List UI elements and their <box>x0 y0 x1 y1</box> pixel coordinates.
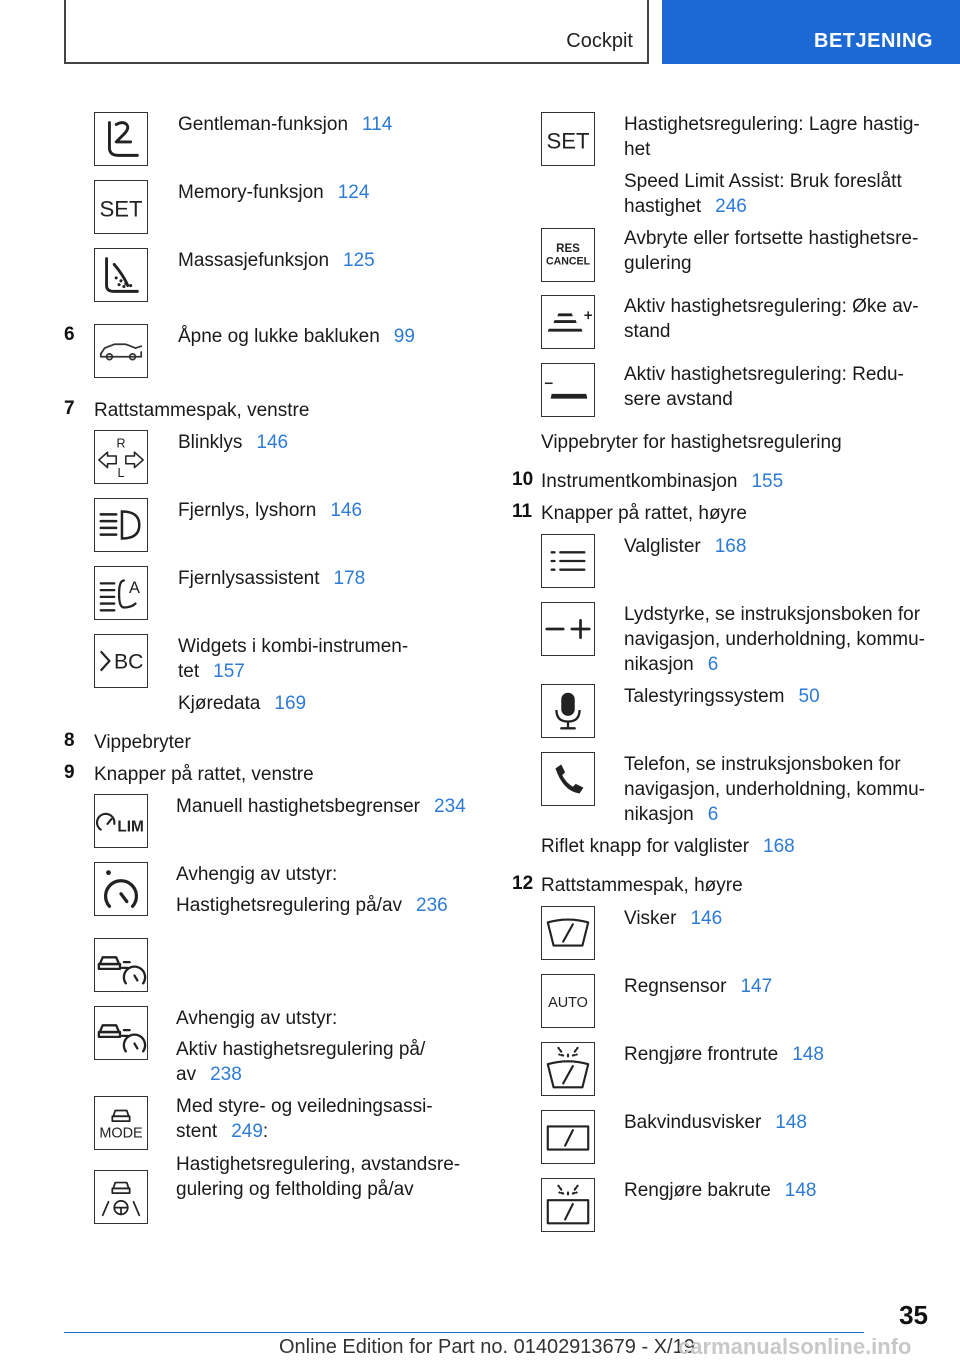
entry-label-line: Avhengig av utstyr: <box>176 1008 338 1029</box>
entry-frontrute <box>624 1042 824 1067</box>
entry-steer <box>176 1152 460 1202</box>
entry-volume <box>624 602 925 677</box>
seat-massage-icon <box>94 248 148 302</box>
entry-kjoredata <box>178 691 306 716</box>
page-link[interactable]: 125 <box>343 250 375 271</box>
high-beam-icon <box>94 498 148 552</box>
entry-label-line: het <box>624 139 651 160</box>
page-link[interactable]: 178 <box>333 568 366 589</box>
page-link[interactable]: 147 <box>740 976 773 997</box>
item-number-10: 10 <box>512 469 534 490</box>
icon-text: BC <box>113 650 144 674</box>
item-number-8: 8 <box>64 730 75 751</box>
item-number-7: 7 <box>64 398 75 419</box>
entry-label-line: Hastighetsregulering, avstandsre- <box>176 1154 461 1175</box>
entry-label: Gentleman-funksjon <box>178 114 349 135</box>
item-12-title: Rattstammespak, høyre <box>541 875 743 896</box>
item-7-title: Rattstammespak, venstre <box>94 400 310 421</box>
entry-suffix: : <box>262 1121 269 1142</box>
seat-gentleman-icon <box>94 112 148 166</box>
entry-fjernlys <box>178 498 362 523</box>
page-link[interactable]: 169 <box>274 693 307 714</box>
mode-assist-icon <box>94 1096 148 1150</box>
page-link[interactable]: 6 <box>707 654 719 675</box>
page-link[interactable]: 148 <box>784 1180 817 1201</box>
page-link[interactable]: 99 <box>393 326 415 347</box>
icon-text: SET <box>99 196 143 222</box>
footer-watermark: carmanualsonline.info <box>678 1334 912 1359</box>
entry-label-line: nikasjon <box>624 654 694 675</box>
header-chapter: BETJENING <box>814 30 933 52</box>
active-cruise-icon <box>94 938 148 992</box>
item-9-title: Knapper på rattet, venstre <box>94 764 314 785</box>
entry-massage <box>178 248 375 273</box>
entry-label: Rengjøre frontrute <box>624 1044 779 1065</box>
page-link[interactable]: 124 <box>337 182 370 203</box>
entry-label-line: Avbryte eller fortsette hastighetsre- <box>624 228 919 249</box>
entry-valglister <box>624 534 746 559</box>
set-speed-icon <box>541 112 595 166</box>
item-number-12: 12 <box>512 873 534 894</box>
page-link[interactable]: 238 <box>210 1064 242 1085</box>
page-link[interactable]: 148 <box>792 1044 824 1065</box>
entry-widgets <box>178 634 408 684</box>
page-link[interactable]: 6 <box>707 804 719 825</box>
page-link[interactable]: 236 <box>416 895 448 916</box>
steering-assist-icon <box>94 1170 148 1224</box>
page-link[interactable]: 168 <box>714 536 747 557</box>
entry-label-line: stent <box>176 1121 218 1142</box>
microphone-icon <box>541 684 595 738</box>
icon-text: A <box>129 579 140 597</box>
entry-label-line: Lydstyrke, se instruksjonsboken for <box>624 604 921 625</box>
entry-label-line: Med styre- og veiledningsassi- <box>176 1096 433 1117</box>
page-link[interactable]: 157 <box>213 661 245 682</box>
rear-washer-icon <box>541 1178 595 1232</box>
entry-label: Regnsensor <box>624 976 727 997</box>
rear-wiper-icon <box>541 1110 595 1164</box>
entry-gentleman <box>178 112 392 137</box>
item-10-title <box>541 469 783 494</box>
footer-divider <box>64 1332 864 1333</box>
entry-label: Instrumentkombinasjon <box>541 471 738 492</box>
entry-visker <box>624 906 722 931</box>
icon-text: RES <box>556 243 580 256</box>
item-11-title: Knapper på rattet, høyre <box>541 503 747 524</box>
turn-signal-icon <box>94 430 148 484</box>
entry-label: Massasjefunksjon <box>178 250 330 271</box>
page-link[interactable]: 114 <box>362 114 393 135</box>
entry-label-line: av <box>176 1064 197 1085</box>
item-number-6: 6 <box>64 324 75 345</box>
entry-label-line: Hastighetsregulering: Lagre hastig- <box>624 114 920 135</box>
entry-label: Bakvindusvisker <box>624 1112 762 1133</box>
volume-icon <box>541 602 595 656</box>
active-cruise-icon <box>94 1006 148 1060</box>
entry-label: Talestyringssystem <box>624 686 785 707</box>
entry-label: Åpne og lukke bakluken <box>178 326 380 347</box>
entry-rescancel <box>624 226 918 276</box>
page-link[interactable]: 148 <box>775 1112 807 1133</box>
bc-widget-icon <box>94 634 148 688</box>
cruise-control-icon <box>94 862 148 916</box>
item-number-11: 11 <box>512 501 533 522</box>
distance-increase-icon <box>541 295 595 349</box>
page-link[interactable]: 234 <box>434 796 466 817</box>
phone-icon <box>541 752 595 806</box>
entry-phone <box>624 752 925 827</box>
entry-distminus <box>624 362 904 412</box>
entry-label: Memory-funksjon <box>178 182 324 203</box>
entry-label: Kjøredata <box>178 693 261 714</box>
distance-decrease-icon <box>541 363 595 417</box>
icon-text: LIM <box>117 818 144 836</box>
entry-bakrute <box>624 1178 817 1203</box>
header-section: Cockpit <box>566 30 633 52</box>
entry-lim <box>176 794 466 819</box>
entry-regnsensor <box>624 974 772 999</box>
entry-label-line: stand <box>624 321 671 342</box>
entry-label-line: Aktiv hastighetsregulering: Redu- <box>624 364 904 385</box>
icon-text: L <box>117 466 125 481</box>
windscreen-washer-icon <box>541 1042 595 1096</box>
entry-label: Fjernlysassistent <box>178 568 320 589</box>
entry-label-line: Aktiv hastighetsregulering på/ <box>176 1039 426 1060</box>
entry-label: Visker <box>624 908 677 929</box>
page-link[interactable]: 146 <box>256 432 289 453</box>
entry-cruise <box>176 862 448 918</box>
list-icon <box>541 534 595 588</box>
page-number: 35 <box>899 1300 928 1330</box>
wiper-icon <box>541 906 595 960</box>
entry-set <box>624 112 920 219</box>
page-link[interactable]: 249 <box>231 1121 263 1142</box>
entry-label-line: Hastighetsregulering på/av <box>176 895 403 916</box>
res-cancel-icon <box>541 228 595 282</box>
header-chapter-tab <box>662 0 960 64</box>
icon-text: CANCEL <box>545 255 591 268</box>
icon-text: R <box>116 436 126 451</box>
entry-distplus <box>624 294 919 344</box>
entry-label-line: Avhengig av utstyr: <box>176 864 338 885</box>
entry-label-line: Aktiv hastighetsregulering: Øke av- <box>624 296 919 317</box>
page-link[interactable]: 146 <box>690 908 723 929</box>
entry-label: Rengjøre bakrute <box>624 1180 771 1201</box>
entry-label-line: Widgets i kombi-instrumen- <box>178 636 409 657</box>
entry-acc <box>176 1006 425 1087</box>
page-link[interactable]: 146 <box>330 500 363 521</box>
icon-text: AUTO <box>548 994 588 1011</box>
entry-fjernlysassistent <box>178 566 365 591</box>
page-link[interactable]: 50 <box>798 686 820 707</box>
entry-label-line: gulering <box>624 253 692 274</box>
car-tailgate-icon <box>94 324 148 378</box>
item-8-title: Vippebryter <box>94 732 191 753</box>
speed-limiter-icon <box>94 794 148 848</box>
item-number-9: 9 <box>64 762 75 783</box>
entry-label-line: Telefon, se instruksjonsboken for <box>624 754 901 775</box>
page-link[interactable]: 168 <box>763 836 795 857</box>
entry-label-line: Speed Limit Assist: Bruk foreslått <box>624 171 902 192</box>
page-link[interactable]: 246 <box>715 196 747 217</box>
entry-label-line: sere avstand <box>624 389 733 410</box>
footer-edition: Online Edition for Part no. 01402913679 - X/19 <box>279 1336 695 1358</box>
entry-voice <box>624 684 820 709</box>
entry-tailgate <box>178 324 415 349</box>
rain-sensor-icon <box>541 974 595 1028</box>
entry-label-line: navigasjon, underholdning, kommu- <box>624 779 926 800</box>
entry-label: Fjernlys, lyshorn <box>178 500 317 521</box>
entry-rocker: Vippebryter for hastighetsregulering <box>541 432 842 453</box>
entry-blinklys <box>178 430 288 455</box>
entry-label-line: tet <box>178 661 200 682</box>
set-memory-icon <box>94 180 148 234</box>
icon-text: MODE <box>99 1125 143 1142</box>
page-link[interactable]: 155 <box>751 471 784 492</box>
entry-label-line: hastighet <box>624 196 702 217</box>
entry-label: Manuell hastighetsbegrenser <box>176 796 420 817</box>
entry-memory <box>178 180 369 205</box>
icon-text: SET <box>546 128 590 154</box>
high-beam-assistant-icon <box>94 566 148 620</box>
entry-riflet <box>541 834 795 859</box>
entry-bakvindusvisker <box>624 1110 807 1135</box>
entry-label-line: gulering og feltholding på/av <box>176 1179 414 1200</box>
entry-label: Riflet knapp for valglister <box>541 836 750 857</box>
entry-label: Blinklys <box>178 432 243 453</box>
entry-label-line: nikasjon <box>624 804 694 825</box>
entry-label-line: navigasjon, underholdning, kommu- <box>624 629 926 650</box>
header-section-box <box>64 0 649 64</box>
entry-mode <box>176 1094 433 1144</box>
entry-label: Valglister <box>624 536 701 557</box>
